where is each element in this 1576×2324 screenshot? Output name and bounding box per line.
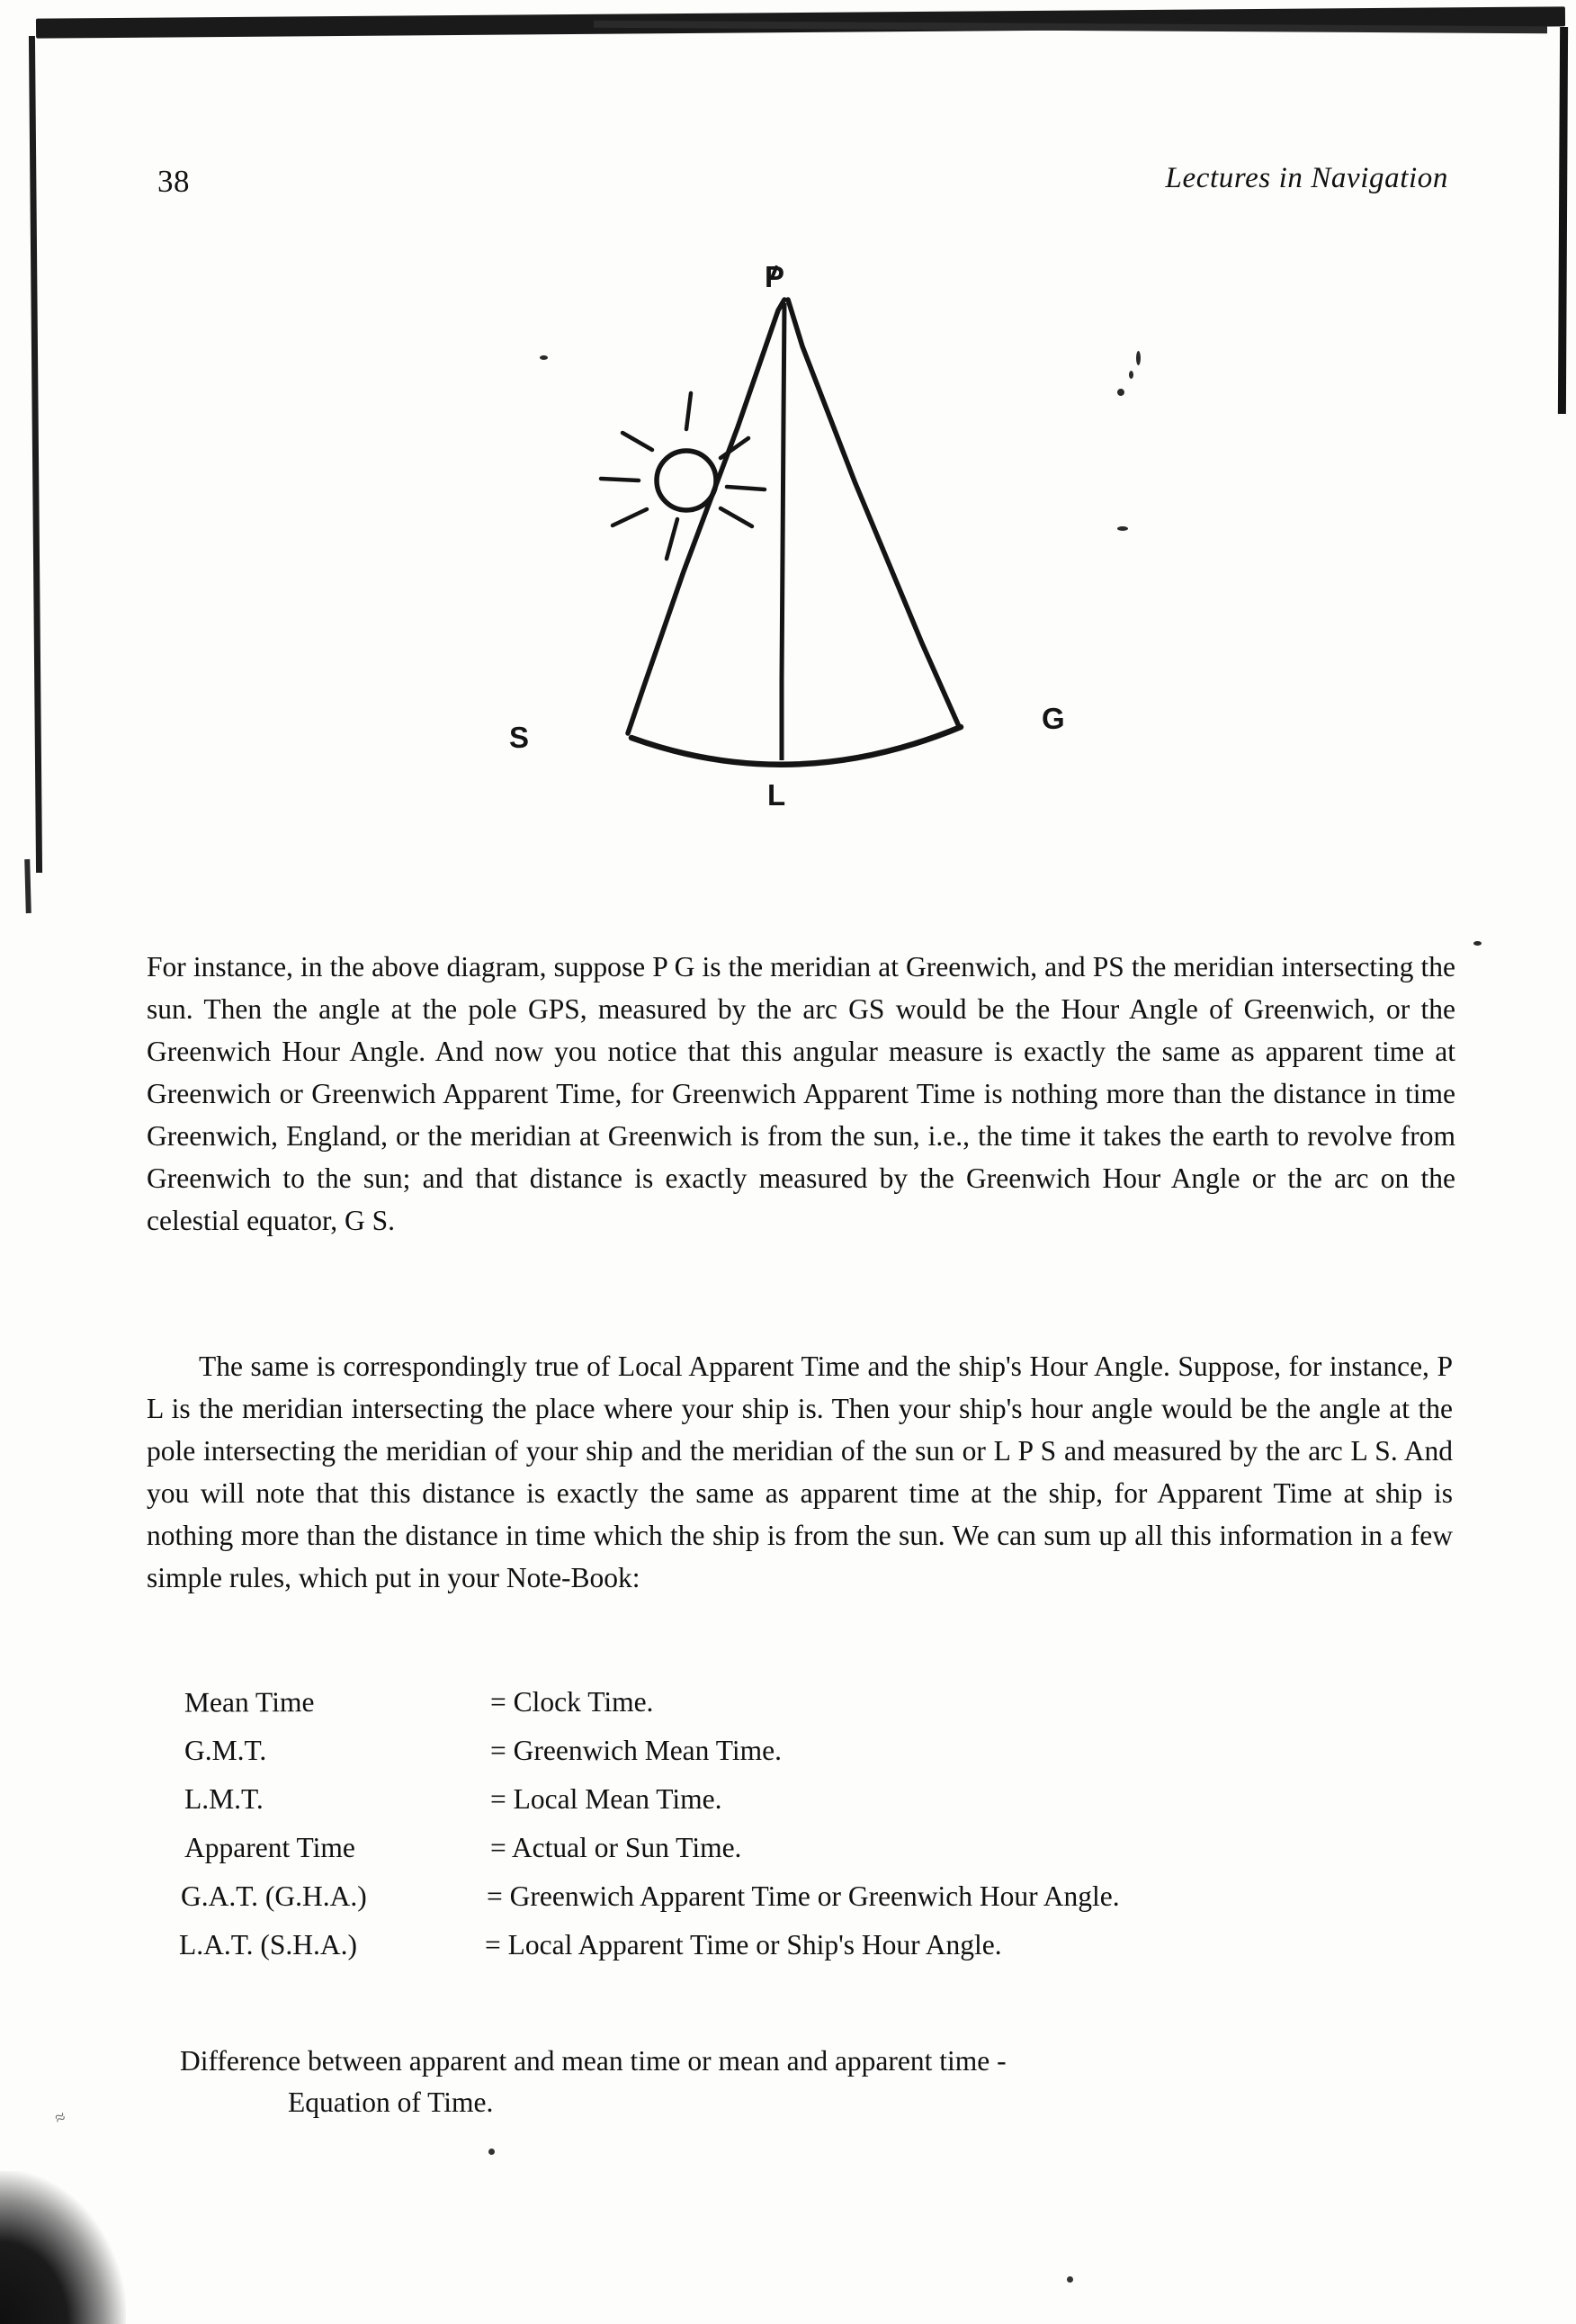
diagram-label-local: L: [767, 778, 786, 812]
rule-row: [184, 1686, 1462, 1718]
scan-smudge-mark: ≈: [51, 2106, 69, 2130]
rule-definition: = Greenwich Apparent Time or Greenwich Hour Angle.: [487, 1880, 1120, 1912]
rule-term: G.M.T.: [184, 1735, 267, 1766]
rule-row: [184, 1832, 1462, 1864]
diagram-label-pole: P: [765, 260, 785, 293]
scan-speck: [1067, 2276, 1073, 2283]
rule-row: [179, 1929, 1462, 1961]
diagram-label-greenwich: G: [1042, 702, 1065, 735]
hour-angle-diagram: [468, 256, 1133, 850]
rule-row: [184, 1783, 1462, 1816]
rule-definition: = Greenwich Mean Time.: [490, 1735, 782, 1766]
diagram-label-sun-meridian: S: [509, 721, 530, 754]
rule-term: Mean Time: [184, 1686, 315, 1718]
rule-term: G.A.T. (G.H.A.): [181, 1880, 367, 1912]
scan-speck: [1136, 351, 1141, 365]
rule-definition: = Local Mean Time.: [490, 1783, 722, 1815]
rule-definition: = Clock Time.: [490, 1686, 654, 1718]
closing-line-1: Difference between apparent and mean time or mean and apparent time -: [180, 2045, 1007, 2077]
page-number: 38: [157, 164, 190, 199]
rule-row: [181, 1880, 1462, 1913]
rule-term: L.M.T.: [184, 1783, 264, 1815]
closing-note: [180, 2041, 1439, 2123]
running-title: Lectures in Navigation: [1165, 162, 1448, 194]
scan-speck: [488, 2149, 495, 2155]
closing-line-2: Equation of Time.: [288, 2086, 494, 2118]
rule-term: L.A.T. (S.H.A.): [179, 1929, 358, 1961]
rules-list: [179, 1686, 1462, 1978]
rule-definition: = Local Apparent Time or Ship's Hour Angle.: [485, 1929, 1002, 1961]
rule-term: Apparent Time: [184, 1832, 355, 1863]
scan-speck: [1473, 941, 1482, 946]
rule-definition: = Actual or Sun Time.: [490, 1832, 742, 1863]
body-paragraph-1: For instance, in the above diagram, suppose P G is the meridian at Greenwich, and PS the meridian intersecting the sun. Then the angle at the pole GPS, measured by the arc GS would be the Hour Angle of Greenwich, or the Greenwich Hour Angle. And now you notice that this angular measure is exactly the same as apparent time at Greenwich or Greenwich Apparent Time, for Greenwich Apparent Time is nothing more than the distance in time Greenwich, England, or the meridian at Greenwich is from the sun, i.e., the time it takes the earth to revolve from Greenwich to the sun; and that distance is exactly measured by the Greenwich Hour Angle or the arc on the celestial equator, G S.: [147, 950, 1455, 1236]
rule-row: [184, 1735, 1462, 1767]
diagram-svg: [468, 256, 1133, 850]
body-paragraph-2: The same is correspondingly true of Local Apparent Time and the ship's Hour Angle. Suppose, for instance, P L is the meridian intersecting the place where your ship is. Then your ship's hour angle would be the angle at the pole intersecting the meridian of your ship and the meridian of the sun or L P S and measured by the arc L S. And you will note that this distance is exactly the same as apparent time at the ship, for Apparent Time at ship is nothing more than the distance in time which the ship is from the sun. We can sum up all this information in a few simple rules, which put in your Note-Book:: [147, 1350, 1453, 1593]
